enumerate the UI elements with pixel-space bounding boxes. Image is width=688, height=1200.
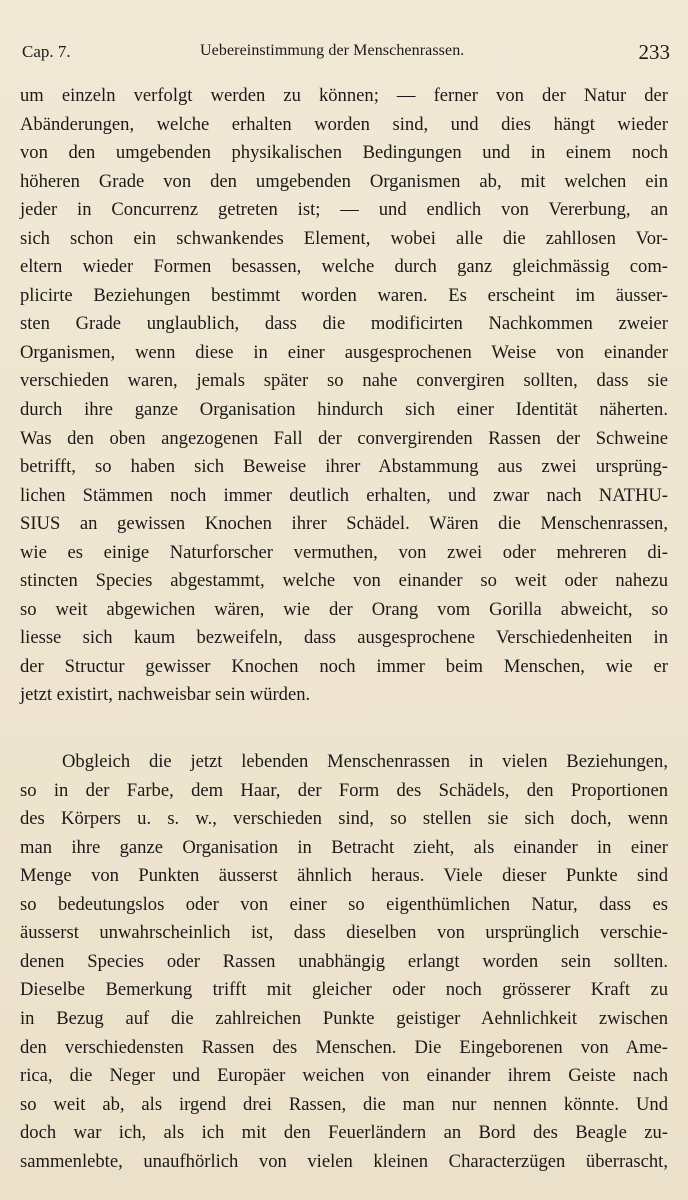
text-line: Obgleich die jetzt lebenden Menschenrassen in vielen Beziehungen,: [62, 751, 668, 773]
text-line: um einzeln verfolgt werden zu können; — ferner von der Natur der: [20, 85, 668, 106]
running-title: Uebereinstimmung der Menschenrassen.: [200, 42, 465, 59]
text-line: Abänderungen, welche erhalten worden sind, und dies hängt wieder: [20, 113, 668, 135]
text-line: sten Grade unglaublich, dass die modificirten Nachkommen zweier: [20, 313, 668, 335]
text-line: so weit abgewichen wären, wie der Orang vom Gorilla abweicht, so: [20, 598, 668, 620]
text-line: wie es einige Naturforscher vermuthen, von zwei oder mehreren di-: [20, 541, 668, 563]
text-line: Dieselbe Bemerkung trifft mit gleicher oder noch grösserer Kraft zu: [20, 979, 668, 1001]
text-line: betrifft, so haben sich Beweise ihrer Abstammung aus zwei ursprüng-: [20, 456, 668, 478]
text-line: Menge von Punkten äusserst ähnlich heraus. Viele dieser Punkte sind: [20, 865, 668, 887]
text-line: Was den oben angezogenen Fall der convergirenden Rassen der Schweine: [20, 427, 668, 449]
text-line: eltern wieder Formen besassen, welche durch ganz gleichmässig com-: [20, 256, 668, 278]
text-line: des Körpers u. s. w., verschieden sind, so stellen sie sich doch, wenn: [20, 808, 668, 830]
page-number: 233: [638, 40, 670, 64]
text-line: jetzt existirt, nachweisbar sein würden.: [20, 684, 311, 706]
text-line: Organismen, wenn diese in einer ausgesprochenen Weise von einander: [20, 341, 668, 363]
text-line: stincten Species abgestammt, welche von einander so weit oder nahezu: [20, 570, 668, 592]
text-line: rica, die Neger und Europäer weichen von einander ihrem Geiste nach: [20, 1065, 668, 1087]
text-line: denen Species oder Rassen unabhängig erlangt worden sein sollten.: [20, 950, 668, 972]
text-line: sammenlebte, unaufhörlich von vielen kleinen Characterzügen überrascht,: [20, 1150, 668, 1172]
text-line: so weit ab, als irgend drei Rassen, die man nur nennen könnte. Und: [20, 1093, 668, 1115]
text-line: jeder in Concurrenz getreten ist; — und endlich von Vererbung, an: [20, 199, 668, 221]
text-line: sich schon ein schwankendes Element, wobei alle die zahllosen Vor-: [20, 227, 668, 249]
text-line: plicirte Beziehungen bestimmt worden waren. Es erscheint im äusser-: [20, 284, 668, 306]
text-line: so in der Farbe, dem Haar, der Form des Schädels, den Proportionen: [20, 779, 668, 801]
text-line: so bedeutungslos oder von einer so eigenthümlichen Natur, dass es: [20, 893, 668, 915]
paragraph-2: [20, 748, 668, 1176]
text-line: äusserst unwahrscheinlich ist, dass dieselben von ursprünglich verschie-: [20, 922, 668, 944]
text-line: höheren Grade von den umgebenden Organismen ab, mit welchen ein: [20, 170, 668, 192]
text-line: durch ihre ganze Organisation hindurch sich einer Identität näherten.: [20, 399, 668, 421]
chapter-label: Cap. 7.: [22, 42, 71, 61]
paragraph-1: [20, 82, 668, 710]
text-line: liesse sich kaum bezweifeln, dass ausgesprochene Verschiedenheiten in: [20, 627, 668, 649]
text-line: von den umgebenden physikalischen Bedingungen und in einem noch: [20, 142, 668, 164]
text-line: der Structur gewisser Knochen noch immer beim Menschen, wie er: [20, 655, 668, 677]
running-header: [22, 38, 670, 68]
text-line: lichen Stämmen noch immer deutlich erhalten, und zwar nach NATHU-: [20, 484, 668, 506]
paragraph-gap: [20, 710, 668, 748]
text-line: doch war ich, als ich mit den Feuerländern an Bord des Beagle zu-: [20, 1122, 668, 1144]
text-line: SIUS an gewissen Knochen ihrer Schädel. Wären die Menschenrassen,: [20, 513, 668, 535]
text-line: verschieden waren, jemals später so nahe convergiren sollten, dass sie: [20, 370, 668, 392]
body-text: [20, 82, 668, 1176]
text-line: man ihre ganze Organisation in Betracht zieht, als einander in einer: [20, 836, 668, 858]
text-line: den verschiedensten Rassen des Menschen. Die Eingeborenen von Ame-: [20, 1036, 668, 1058]
text-line: in Bezug auf die zahlreichen Punkte geistiger Aehnlichkeit zwischen: [20, 1007, 668, 1029]
